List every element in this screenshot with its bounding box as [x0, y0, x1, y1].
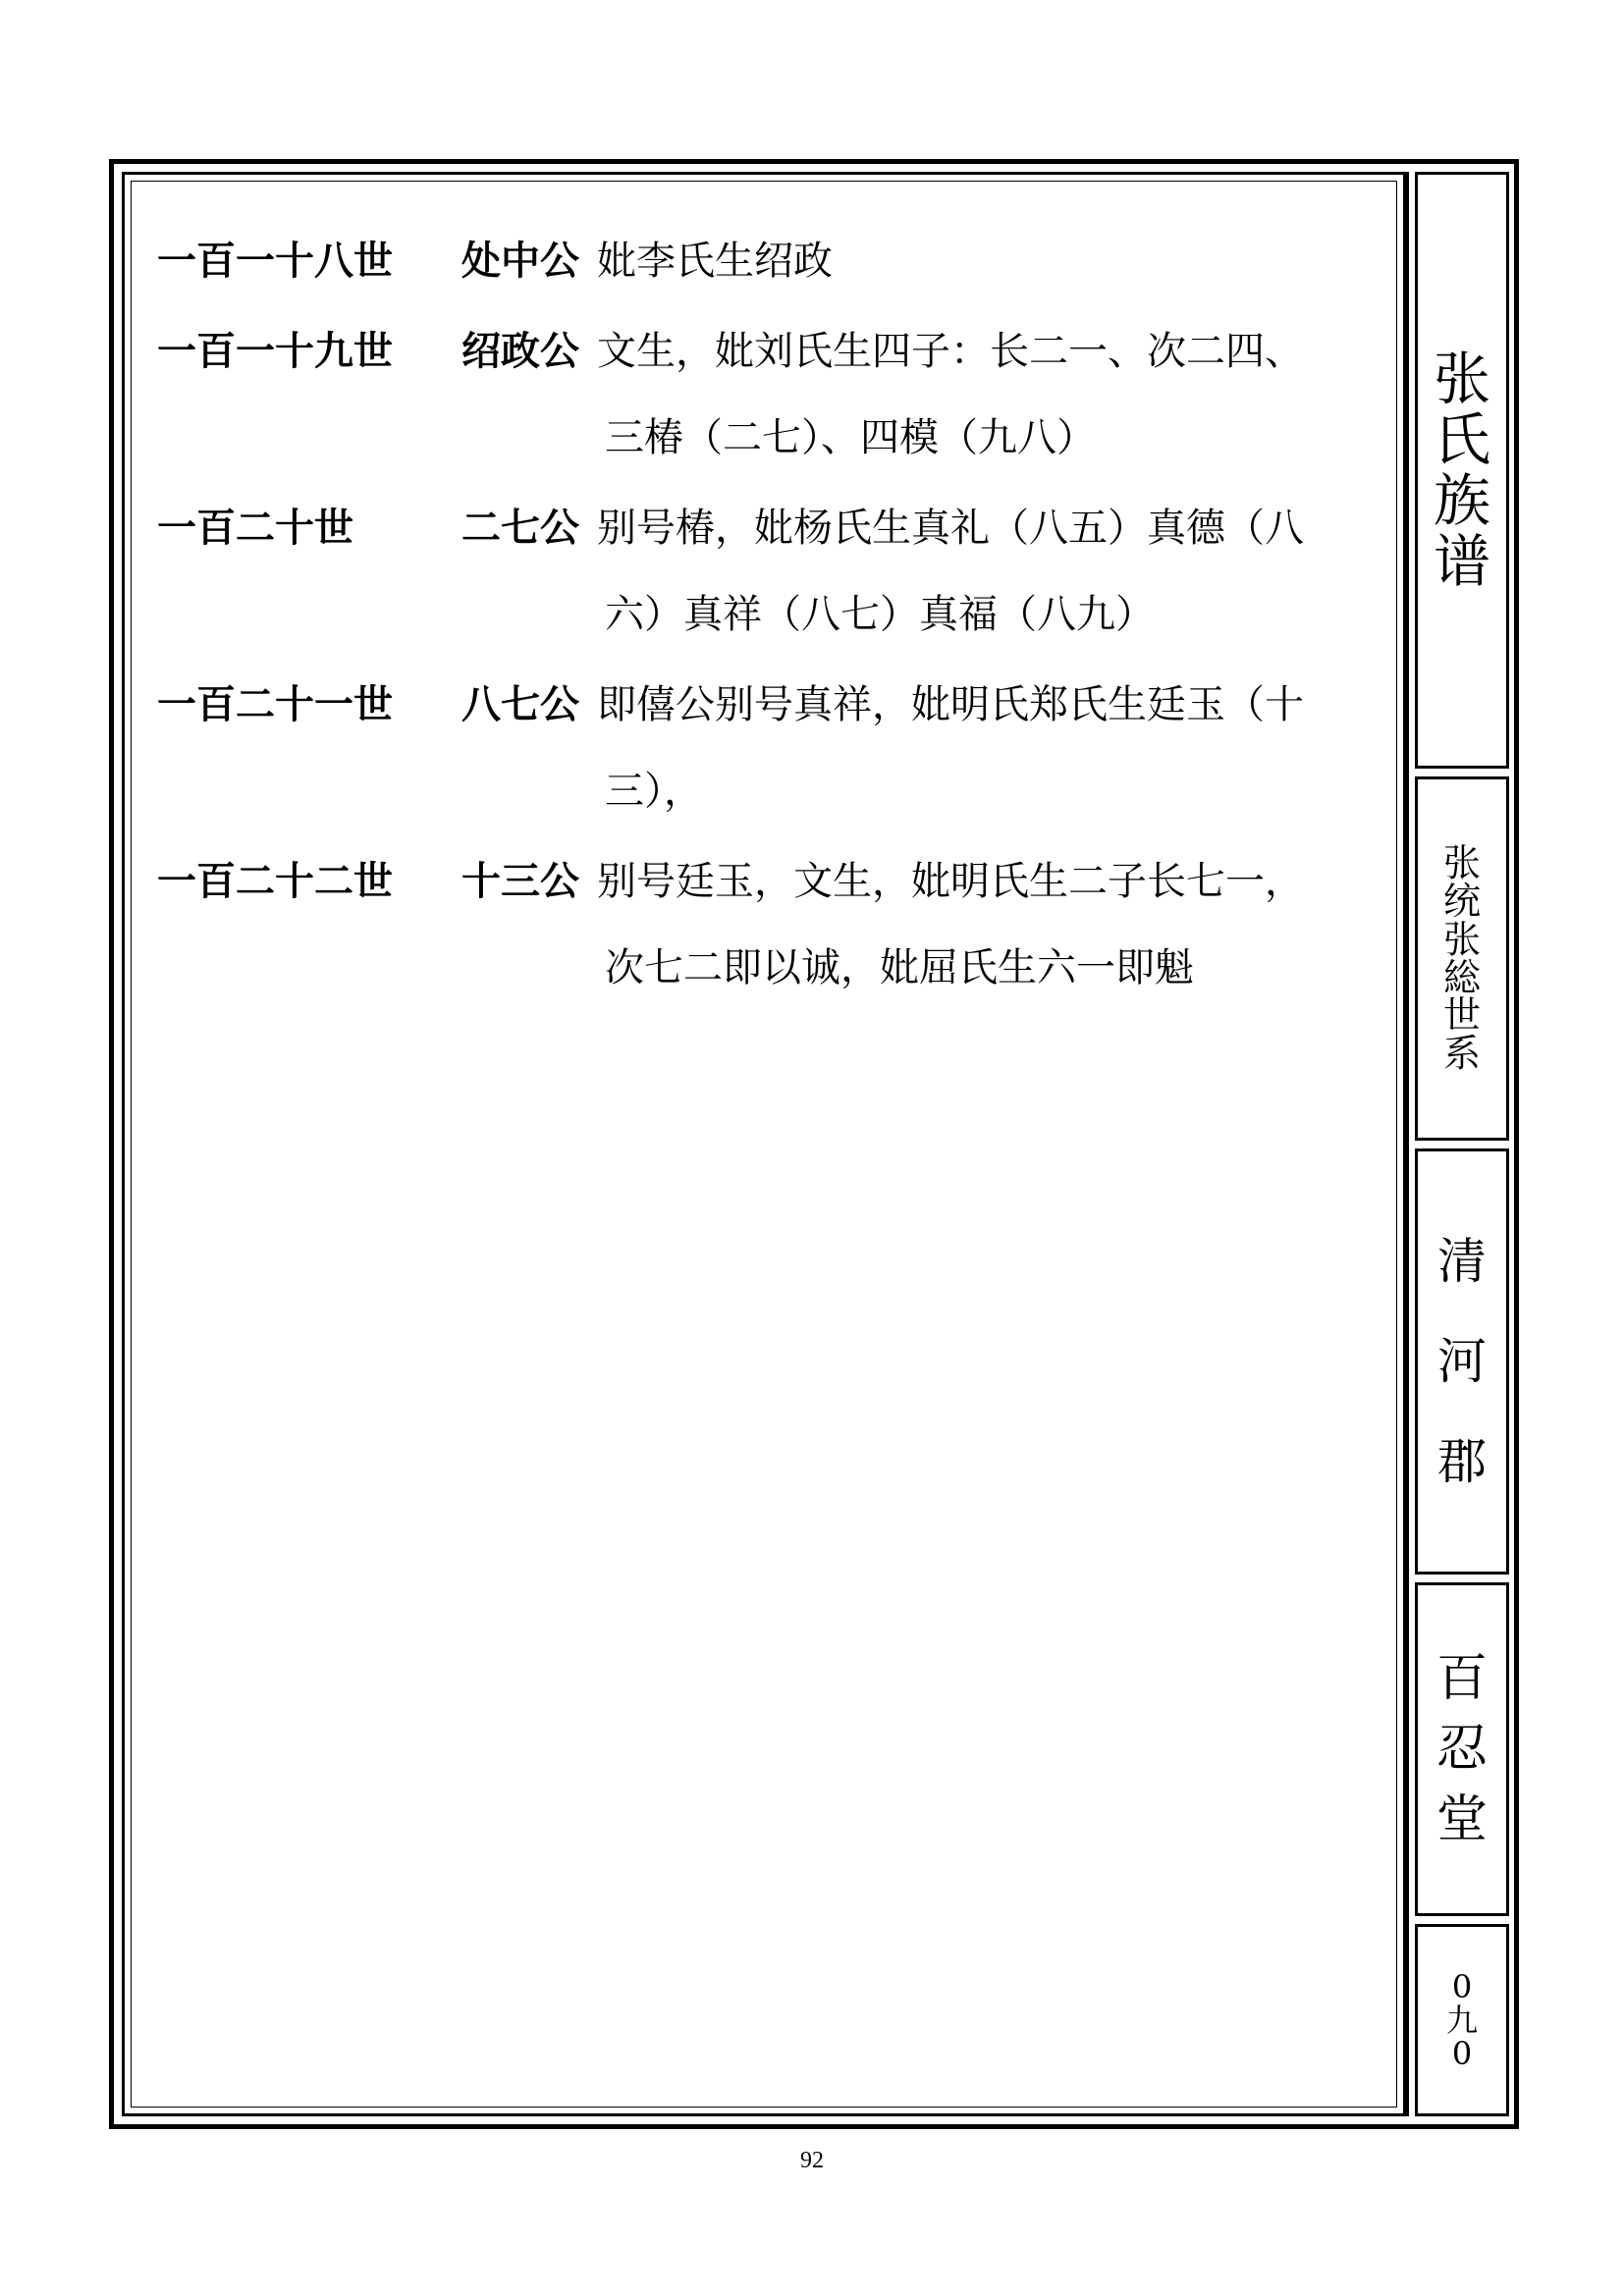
sidebar-lineage-box — [1415, 776, 1509, 1141]
ancestor-name: 处中公 — [461, 238, 579, 284]
entry-description — [597, 308, 1373, 481]
genealogy-entry — [157, 838, 1384, 1011]
description-line: 次七二即以诚，妣屈氏生六一即魁 — [605, 945, 1194, 990]
genealogy-entry — [157, 218, 1384, 304]
title-char: 族 — [1433, 467, 1490, 534]
lineage-char: 统 — [1442, 880, 1481, 923]
description-line: 三）， — [605, 769, 703, 814]
entry-description — [597, 838, 1373, 1011]
description-line: 文生，妣刘氏生四子：长二一、次二四、 — [597, 329, 1304, 374]
side-divider — [1406, 172, 1409, 2116]
hall-char: 忍 — [1435, 1720, 1488, 1779]
description-line: 妣李氏生绍政 — [597, 239, 833, 284]
sidebar-page-char: 0 — [1451, 2035, 1473, 2072]
generation-label: 一百二十世 — [157, 505, 353, 551]
commandery-char: 清 — [1437, 1233, 1487, 1290]
lineage-char: 総 — [1442, 955, 1481, 999]
generation-label: 一百一十九世 — [157, 328, 393, 374]
title-char: 谱 — [1433, 528, 1490, 595]
genealogy-content — [157, 218, 1384, 1015]
lineage-char: 系 — [1442, 1032, 1481, 1075]
genealogy-entry — [157, 662, 1384, 834]
ancestor-name: 二七公 — [461, 505, 579, 551]
entry-description — [597, 662, 1373, 834]
ancestor-name: 十三公 — [461, 858, 579, 904]
sidebar-hall-box — [1415, 1582, 1509, 1916]
ancestor-name: 八七公 — [461, 681, 579, 727]
sidebar-page-char: 0 — [1451, 1968, 1473, 2005]
description-line: 别号廷玉，文生，妣明氏生二子长七一， — [597, 859, 1304, 904]
sidebar-title-box — [1415, 172, 1509, 769]
page-number: 92 — [800, 2148, 824, 2173]
description-line: 即僖公别号真祥，妣明氏郑氏生廷玉（十 — [597, 682, 1304, 727]
sidebar-commandery-box — [1415, 1148, 1509, 1575]
generation-label: 一百一十八世 — [157, 238, 393, 284]
ancestor-name: 绍政公 — [461, 328, 579, 374]
sidebar-page-char: 九 — [1445, 2002, 1478, 2039]
genealogy-entry — [157, 485, 1384, 658]
hall-char: 百 — [1435, 1649, 1488, 1708]
description-line: 六）真祥（八七）真福（八九） — [605, 592, 1155, 637]
generation-label: 一百二十二世 — [157, 858, 393, 904]
hall-char: 堂 — [1435, 1790, 1488, 1849]
commandery-char: 河 — [1437, 1333, 1487, 1390]
entry-description — [597, 485, 1373, 658]
commandery-char: 郡 — [1437, 1433, 1487, 1490]
generation-label: 一百二十一世 — [157, 681, 393, 727]
title-char: 张 — [1433, 346, 1490, 412]
lineage-char: 世 — [1442, 993, 1481, 1038]
entry-description — [597, 218, 1373, 304]
lineage-char: 张 — [1442, 841, 1481, 885]
title-char: 氏 — [1433, 406, 1490, 473]
sidebar-page-box — [1415, 1924, 1509, 2116]
description-line: 三椿（二七）、四模（九八） — [605, 415, 1096, 460]
lineage-char: 张 — [1442, 917, 1481, 961]
genealogy-entry — [157, 308, 1384, 481]
description-line: 别号椿，妣杨氏生真礼（八五）真德（八 — [597, 506, 1304, 551]
